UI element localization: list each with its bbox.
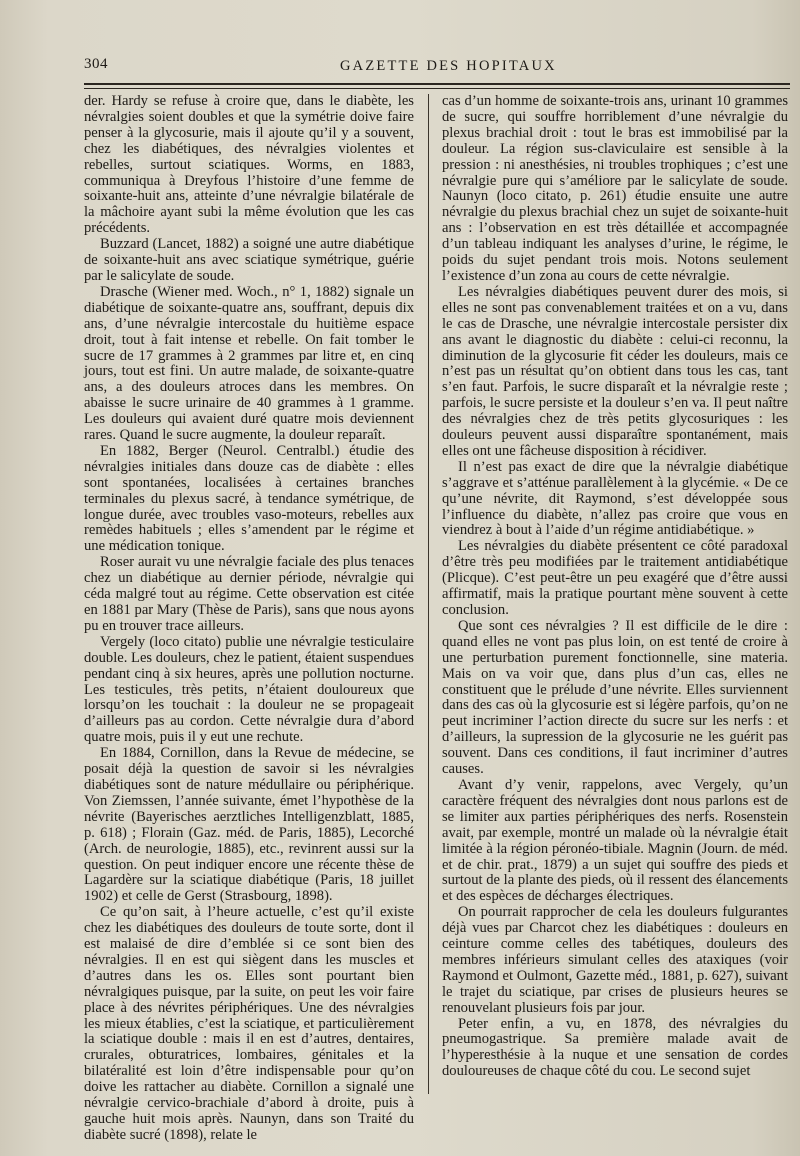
paragraph: Les névralgies du diabète présentent ce côté paradoxal d’être très peu modifiées par le traitement antidiabétique (Plicque). C’est peut-être un peu exagéré que d’être aussi affirmatif, mais la pratique pourtant mène souvent à cette conclusion. [442, 538, 788, 618]
journal-title: GAZETTE DES HOPITAUX [340, 58, 557, 74]
paragraph: cas d’un homme de soixante-trois ans, urinant 10 grammes de sucre, qui souffre horriblement d’une névralgie du plexus brachial droit : tout le bras est immobilisé par la douleur. La région sus-claviculaire est sensible à la pression : ni anesthésies, ni troubles trophiques ; c’est une névralgie pure qui s’améliore par le salicylate de soude. Naunyn (loco citato, p. 261) étudie ensuite une autre névralgie du plexus brachial chez un sujet de soixante-huit ans : l’observation en est très détaillée et accompagnée d’un tableau indiquant les analyses d’urine, le régime, le poids du sujet pendant trois mois. Notons seulement l’existence d’un zona au cours de cette névralgie. [442, 93, 788, 284]
paragraph: Buzzard (Lancet, 1882) a soigné une autre diabétique de soixante-huit ans avec sciatique symétrique, guérie par le salicylate de soude. [84, 236, 414, 284]
paragraph: On pourrait rapprocher de cela les douleurs fulgurantes déjà vues par Charcot chez les diabétiques : douleurs en ceinture comme celles des tabétiques, douleurs des membres inférieurs simulant celles des ataxiques (voir Raymond et Oulmont, Gazette méd., 1881, p. 627), suivant le trajet du sciatique, par crises de plusieurs heures se renouvelant plusieurs fois par jour. [442, 904, 788, 1016]
column-divider [428, 94, 429, 1094]
page-header [70, 50, 792, 80]
paragraph: Les névralgies diabétiques peuvent durer des mois, si elles ne sont pas convenablement traitées et on a vu, dans le cas de Drasche, une névralgie intercostale persister dix ans avant le diagnostic du diabète : celui-ci reconnu, la diminution de la glycosurie fit céder les douleurs, mais ce n’est pas un résultat qu’on obtient dans tous les cas, tant s’en faut. Parfois, le sucre disparaît et la névralgie reste ; parfois, le sucre persiste et la douleur s’en va. Il peut naître des névralgies chez de très petits glycosuriques : les douleurs peuvent aussi disparaître spontanément, mais elles ont une fâcheuse disposition à récidiver. [442, 283, 788, 459]
paragraph: En 1884, Cornillon, dans la Revue de médecine, se posait déjà la question de savoir si les névralgies diabétiques sont de nature médullaire ou périphérique. Von Ziemssen, l’année suivante, émet l’hypothèse de la névrite (Bayerisches aerztliches Intelligenzblatt, 1885, p. 618) ; Florain (Gaz. méd. de Paris, 1885), Lecorché (Arch. de neurologie, 1885), etc., revinrent aussi sur la question. On peut indiquer encore une récente thèse de Lagardère sur la sciatique diabétique (Paris, 18 juillet 1902) et celle de Gerst (Strasbourg, 1898). [84, 745, 414, 905]
left-column [84, 94, 414, 1144]
right-column [442, 94, 788, 1080]
paragraph: Que sont ces névralgies ? Il est difficile de le dire : quand elles ne vont pas plus loin, on est tenté de croire à une perturbation purement fonctionnelle, sine materia. Mais on va voir que, dans plus d’un cas, elles ne constituent que le prélude d’une névrite. Elles surviennent dans des cas où la glycosurie est si légère parfois, qu’on ne peut incriminer l’action directe du sucre sur les nerfs : et d’ailleurs, la supression de la glycosurie ne les guérit pas souvent. Dans ces conditions, il faut incriminer d’autres causes. [442, 617, 788, 778]
paragraph: Ce qu’on sait, à l’heure actuelle, c’est qu’il existe chez les diabétiques des douleurs de toute sorte, dont il est malaisé de dire d’emblée si ce sont bien des névralgies. Il en est qui siègent dans les muscles et d’autres dans les os. Elles sont pourtant bien névralgiques puisque, par la suite, on peut les voir faire place à des névrites périphériques. Une des névralgies les mieux établies, c’est la sciatique, et particulièrement la sciatique double : mais il en est d’autres, dentaires, crurales, obturatrices, lombaires, génitales et la bilatéralité est loin d’être indispensable pour qu’on doive les rattacher au diabète. Cornillon a signalé une névralgie cervico-brachiale d’abord à droite, puis à gauche huit mois après. Naunyn, dans son Traité du diabète sucré (1898), relate le [84, 904, 414, 1143]
paragraph: Roser aurait vu une névralgie faciale des plus tenaces chez un diabétique au dernier période, névralgie qui céda malgré tout au régime. Cette observation est citée en 1881 par Mary (Thèse de Paris), sans que nous ayons pu en trouver trace ailleurs. [84, 554, 414, 634]
paragraph: Peter enfin, a vu, en 1878, des névralgies du pneumogastrique. Sa première malade avait de l’hyperesthésie à la nuque et une sensation de cordes douloureuses de chaque côté du cou. Le second sujet [442, 1015, 788, 1080]
header-rule-thin [84, 88, 790, 89]
paragraph: der. Hardy se refuse à croire que, dans le diabète, les névralgies soient doubles et que la symétrie doive faire penser à la glycosurie, mais il ajoute qu’il y a souvent, chez les diabétiques, des névralgies violentes et rebelles, surtout sciatiques. Worms, en 1883, communiqua à Dreyfous l’histoire d’une femme de soixante-huit ans, atteinte d’une névralgie bilatérale de la mâchoire ayant subi la même évolution que les cas précédents. [84, 93, 414, 237]
paragraph: Vergely (loco citato) publie une névralgie testiculaire double. Les douleurs, chez le patient, étaient suspendues pendant cinq à six heures, après une pollution nocturne. Les testicules, très petits, n’étaient douloureux que lorsqu’on les touchait : la douleur ne se propageait d’ailleurs pas au cordon. Cette névralgie dura d’abord quatre mois, puis il y eut une rechute. [84, 633, 414, 746]
header-rule [84, 83, 790, 85]
paragraph: Avant d’y venir, rappelons, avec Vergely, qu’un caractère fréquent des névralgies dont nous parlons est de se limiter aux parties périphériques des nerfs. Rosenstein avait, par exemple, montré un malade où la névralgie était limitée à la région péronéo-tibiale. Magnin (Journ. de méd. et de chir. prat., 1879) a un sujet qui souffre des pieds et surtout de la plante des pieds, où il ressent des élancements et des espèces de décharges électriques. [442, 776, 788, 905]
paragraph: En 1882, Berger (Neurol. Centralbl.) étudie des névralgies initiales dans douze cas de diabète : elles sont spontanées, localisées à certaines branches terminales du plexus sacré, à tendance symétrique, de longue durée, avec troubles vaso-moteurs, rebelles aux remèdes habituels ; elles s’amendent par le régime et une médication tonique. [84, 442, 414, 555]
paragraph: Drasche (Wiener med. Woch., n° 1, 1882) signale un diabétique de soixante-quatre ans, souffrant, depuis dix ans, d’une névralgie intercostale du huitième espace droit, tout à fait intense et rebelle. On fait tomber le sucre de 17 grammes à 2 grammes par litre et, en cinq jours, tout est fini. Un autre malade, de soixante-quatre ans, a des douleurs atroces dans les membres. On abaisse le sucre urinaire de 40 grammes à 1 gramme. Les douleurs qui avaient duré quatre mois deviennent rares. Quand le sucre augmente, la douleur reparaît. [84, 283, 414, 444]
page-number: 304 [84, 56, 108, 72]
paragraph: Il n’est pas exact de dire que la névralgie diabétique s’aggrave et s’atténue parallèlement à la glycémie. « De ce qu’une névrite, dit Raymond, s’est développée sous l’influence du diabète, n’allez pas croire que vous en viendrez à bout à l’aide d’un régime antidiabétique. » [442, 458, 788, 539]
